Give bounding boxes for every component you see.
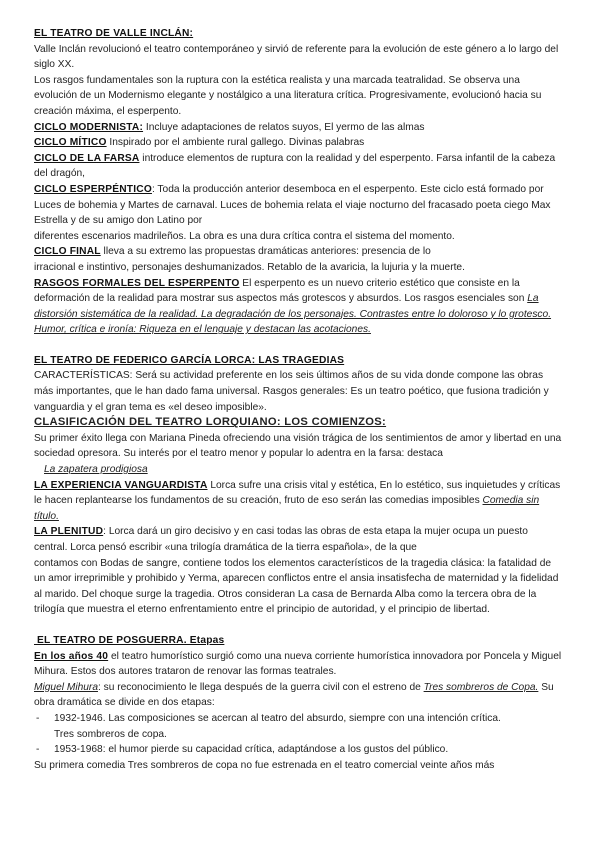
list-item: - 1953-1968: el humor pierde su capacidad crítica, adaptándose a los gustos del público. xyxy=(34,742,564,758)
section-title-valle-inclan: EL TEATRO DE VALLE INCLÁN: xyxy=(34,28,194,39)
italic-comedia-sin-titulo: Comedia sin título. xyxy=(34,495,540,522)
document-page xyxy=(34,26,564,773)
section-title-posguerra: EL TEATRO DE POSGUERRA. Etapas xyxy=(34,634,225,646)
paragraph: CARACTERÍSTICAS: Será su actividad preferente en los seis últimos años de su vida donde compone las obras más importantes, que le han dado fama universal. Rasgos generales: Es un teatro poético, que fusiona tradición y vanguardia y el gran tema es «el deseo imposible». xyxy=(34,370,549,413)
italic-miguel-mihura: Miguel Mihura xyxy=(34,681,98,693)
italic-zapatera: La zapatera prodigiosa xyxy=(44,464,148,476)
bullet-dash: - xyxy=(36,712,40,724)
paragraph: CICLO DE LA FARSA introduce elementos de ruptura con la realidad y del esperpento. Farsa infantil de la cabeza del dragón, xyxy=(34,152,556,180)
paragraph: irracional e instintivo, personajes deshumanizados. Retablo de la avaricia, la lujuria y la muerte. xyxy=(34,261,465,273)
paragraph: RASGOS FORMALES DEL ESPERPENTO El esperpento es un nuevo criterio estético que consiste en la deformación de la realidad para mostrar sus aspectos más grotescos y absurdos. Los rasgos esenciales son La distorsión sistemática de la realidad. La degradación de los personajes. Contrastes entre lo doloroso y lo grotesco. Humor, crítica e ironía: Riqueza en el lenguaje y destacan las acotaciones. xyxy=(34,277,552,336)
paragraph: contamos con Bodas de sangre, contiene todos los elementos característicos de la tragedia clásica: la fatalidad de un amor irreprimible y prohibido y Yerma, aparecen conflictos entre el ansia insatisfecha de maternidad y la fidelidad al marido. Del choque surge la tragedia. Otros consideran La casa de Bernarda Alba como la tercera obra de la trilogía que muestra el eterno enfrentamiento entre el principio de autoridad, y el principio de libertad. xyxy=(34,557,559,616)
label-rasgos-formales: RASGOS FORMALES DEL ESPERPENTO xyxy=(34,277,240,289)
paragraph: CICLO MÍTICO Inspirado por el ambiente rural gallego. Divinas palabras xyxy=(34,137,365,149)
italic-rasgos-list: La distorsión sistemática de la realidad. La degradación de los personajes. Contrastes entre lo doloroso y lo grotesco. Humor, crítica e ironía: Riqueza en el lenguaje y destacan las acotaciones. xyxy=(34,293,552,336)
paragraph: LA PLENITUD: Lorca dará un giro decisivo y en casi todas las obras de esta etapa la mujer ocupa un puesto central. Lorca pensó escribir «una trilogía dramática de la tierra española», de la que xyxy=(34,526,528,553)
paragraph: diferentes escenarios madrileños. La obra es una dura crítica contra el sistema del momento. xyxy=(34,230,455,242)
label-ciclo-final: CICLO FINAL xyxy=(34,246,101,258)
paragraph xyxy=(34,415,564,431)
paragraph: CICLO ESPERPÉNTICO: Toda la producción anterior desemboca en el esperpento. Este ciclo está formado por Luces de bohemia y Martes de carnaval. Luces de bohemia relata el viaje nocturno del fracasado poeta ciego Max Estrella y de su amigo don Latino por xyxy=(34,183,551,227)
paragraph: Su primer éxito llega con Mariana Pineda ofreciendo una visión trágica de los sentimientos de amor y libertad en una sociedad opresora. Su interés por el teatro menor y popular lo adentra en la farsa: destaca xyxy=(34,432,562,460)
label-clasificacion: CLASIFICACIÓN DEL TEATRO LORQUIANO: LOS COMIENZOS: xyxy=(34,416,387,429)
label-ciclo-farsa: CICLO DE LA FARSA xyxy=(34,152,140,164)
section-title-lorca: EL TEATRO DE FEDERICO GARCÍA LORCA: LAS TRAGEDIAS xyxy=(34,354,345,366)
paragraph: Miguel Mihura: su reconocimiento le llega después de la guerra civil con el estreno de Tres sombreros de Copa. Su obra dramática se divide en dos etapas: xyxy=(34,681,554,709)
paragraph: LA EXPERIENCIA VANGUARDISTA Lorca sufre una crisis vital y estética, En lo estético, sus inquietudes y críticas le hacen replantearse los fundamentos de su creación, fruto de eso serán las comedias imposibles Comedia sin título. xyxy=(34,479,561,522)
paragraph: Los rasgos fundamentales son la ruptura con la estética realista y una marcada teatralidad. Se observa una evolución de un Modernismo elegante y nostálgico a una literatura crítica. Progresivamente, evolucionó hacia su creación máxima, el esperpento. xyxy=(34,74,542,117)
paragraph xyxy=(34,462,564,478)
label-anos-40: En los años 40 xyxy=(34,650,109,662)
paragraph: Valle Inclán revolucionó el teatro contemporáneo y sirvió de referente para la evolución de este género a lo largo del siglo XX. xyxy=(34,43,559,71)
bullet-dash: - xyxy=(36,744,40,756)
label-ciclo-esperpentico: CICLO ESPERPÉNTICO xyxy=(34,183,152,195)
paragraph: CICLO MODERNISTA: Incluye adaptaciones de relatos suyos, El yermo de las almas xyxy=(34,121,425,133)
paragraph: En los años 40 el teatro humorístico surgió como una nueva corriente humorística innovadora por Poncela y Miguel Mihura. Estos dos autores trataron de renovar las formas teatrales. xyxy=(34,650,562,678)
label-experiencia-vanguardista: LA EXPERIENCIA VANGUARDISTA xyxy=(34,479,208,491)
paragraph: Su primera comedia Tres sombreros de copa no fue estrenada en el teatro comercial veinte años más xyxy=(34,759,495,771)
list-item: - 1932-1946. Las composiciones se acercan al teatro del absurdo, siempre con una intención crítica. Tres sombreros de copa. xyxy=(36,712,501,740)
label-ciclo-modernista: CICLO MODERNISTA: xyxy=(34,121,144,133)
label-plenitud: LA PLENITUD xyxy=(34,526,104,538)
italic-tres-sombreros: Tres sombreros de Copa. xyxy=(423,681,539,693)
label-ciclo-mitico: CICLO MÍTICO xyxy=(34,137,107,149)
paragraph: CICLO FINAL lleva a su extremo las propuestas dramáticas anteriores: presencia de lo xyxy=(34,246,431,258)
